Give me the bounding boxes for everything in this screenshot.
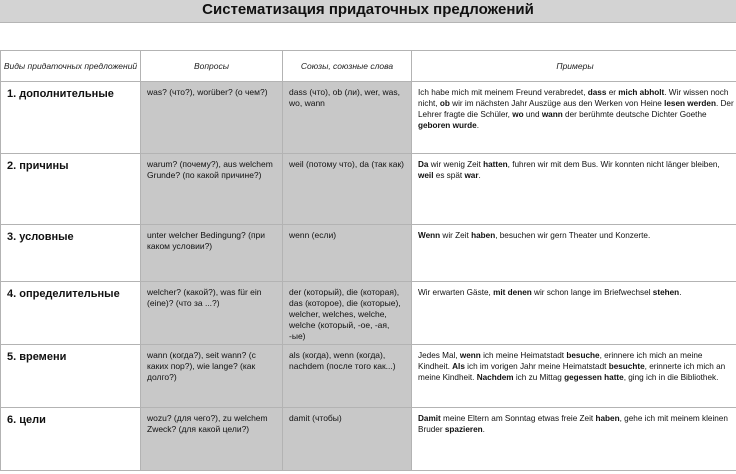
title-bar xyxy=(0,0,736,23)
example-text: , gehe ich mit meinem kleinen Bruder xyxy=(418,414,728,434)
clause-example xyxy=(412,282,736,298)
example-keyword: wenn xyxy=(459,351,481,360)
example-keyword: Da xyxy=(418,160,429,169)
example-keyword: mich abholt xyxy=(618,88,665,97)
example-text: ich zu Mittag xyxy=(513,373,565,382)
example-text: Jedes Mal, xyxy=(418,351,460,360)
example-keyword: gegessen hatte xyxy=(564,373,624,382)
clause-example xyxy=(412,408,736,435)
clause-type: 5. времени xyxy=(7,351,67,363)
example-text: Ich habe mich mit meinem Freund verabredet, xyxy=(418,88,588,97)
table-row xyxy=(1,225,736,282)
example-text: ich im vorigen Jahr meine Heimatstadt xyxy=(464,362,609,371)
example-text: ich meine Heimatstadt xyxy=(480,351,567,360)
example-keyword: geboren wurde xyxy=(418,121,477,130)
example-keyword: besuchte xyxy=(608,362,645,371)
example-keyword: stehen xyxy=(652,288,680,297)
clause-conjunctions: weil (потому что), da (так как) xyxy=(289,159,404,169)
example-text: wir Zeit xyxy=(440,231,472,240)
example-keyword: mit denen xyxy=(493,288,532,297)
example-text: . Wir wissen noch nicht, xyxy=(418,88,729,108)
example-keyword: Als xyxy=(452,362,465,371)
clause-conjunctions: dass (что), ob (ли), wer, was, wo, wann xyxy=(289,87,400,108)
example-keyword: haben xyxy=(471,231,496,240)
clause-questions: was? (что?), worüber? (о чем?) xyxy=(147,87,268,97)
clause-type: 1. дополнительные xyxy=(7,88,114,100)
example-text: . xyxy=(476,121,479,130)
clause-conjunctions: der (который), die (которая), das (которое), die (которые), welcher, welches, welche, welche (который, -ое, -ая, -ые) xyxy=(289,287,401,341)
clause-questions: unter welcher Bedingung? (при каком условии?) xyxy=(147,230,266,251)
example-text: Wir erwarten Gäste, xyxy=(418,288,494,297)
example-keyword: spazieren xyxy=(444,425,483,434)
example-keyword: besuche xyxy=(566,351,600,360)
clause-example xyxy=(412,154,736,181)
table-row xyxy=(1,345,736,408)
clause-questions: wozu? (для чего?), zu welchem Zweck? (для какой цели?) xyxy=(147,413,268,434)
example-keyword: ob xyxy=(439,99,450,108)
table-row xyxy=(1,282,736,345)
example-text: . Der Lehrer fragte die Schüler, xyxy=(418,99,734,119)
clauses-table xyxy=(0,50,736,471)
clause-conjunctions: wenn (если) xyxy=(289,230,337,240)
example-keyword: wann xyxy=(541,110,563,119)
table-row xyxy=(1,82,736,154)
example-text: . xyxy=(478,171,481,180)
example-keyword: war xyxy=(464,171,479,180)
example-keyword: hatten xyxy=(483,160,508,169)
clause-example xyxy=(412,225,736,241)
example-keyword: dass xyxy=(587,88,607,97)
header-conjunctions: Союзы, союзные слова xyxy=(283,51,412,82)
example-keyword: Nachdem xyxy=(476,373,514,382)
example-text: , besuchen wir gern Theater und Konzerte. xyxy=(495,231,651,240)
clause-type: 6. цели xyxy=(7,414,46,426)
example-text: wir schon lange im Briefwechsel xyxy=(531,288,653,297)
clause-questions: wann (когда?), seit wann? (с каких пор?), wie lange? (как долго?) xyxy=(147,350,256,382)
example-text: . xyxy=(482,425,485,434)
clause-type: 2. причины xyxy=(7,160,69,172)
header-type: Виды придаточных предложений xyxy=(1,51,141,82)
clause-questions: warum? (почему?), aus welchem Grunde? (по какой причине?) xyxy=(147,159,273,180)
clause-questions: welcher? (какой?), was für ein (eine)? (что за ...?) xyxy=(147,287,262,308)
example-text: . xyxy=(679,288,682,297)
example-text: der berühmte deutsche Dichter Goethe xyxy=(562,110,707,119)
example-text: es spät xyxy=(433,171,465,180)
clause-conjunctions: damit (чтобы) xyxy=(289,413,342,423)
clause-example xyxy=(412,345,736,383)
example-text: wir im nächsten Jahr Auszüge aus den Werken von Heine xyxy=(449,99,665,108)
page-title: Систематизация придаточных предложений xyxy=(202,1,534,18)
example-keyword: haben xyxy=(595,414,620,423)
clause-example xyxy=(412,82,736,131)
example-text: , fuhren wir mit dem Bus. Wir konnten nicht länger bleiben, xyxy=(507,160,720,169)
example-text: er xyxy=(606,88,619,97)
clause-type: 3. условные xyxy=(7,231,74,243)
example-keyword: weil xyxy=(418,171,434,180)
example-text: , erinnerte ich mich an meine Kindheit. xyxy=(418,362,726,382)
example-keyword: Damit xyxy=(418,414,441,423)
example-text: , erinnere ich mich an meine Kindheit. xyxy=(418,351,703,371)
table-row xyxy=(1,408,736,471)
clause-conjunctions: als (когда), wenn (когда), nachdem (после того как...) xyxy=(289,350,396,371)
header-row xyxy=(1,51,736,82)
table-row xyxy=(1,154,736,225)
example-text: und xyxy=(523,110,542,119)
clause-type: 4. определительные xyxy=(7,288,120,300)
example-keyword: wo xyxy=(512,110,524,119)
example-keyword: lesen werden xyxy=(664,99,716,108)
header-examples: Примеры xyxy=(412,51,736,82)
example-text: meine Eltern am Sonntag etwas freie Zeit xyxy=(440,414,596,423)
example-text: , ging ich in die Bibliothek. xyxy=(623,373,719,382)
example-keyword: Wenn xyxy=(418,231,441,240)
header-questions: Вопросы xyxy=(141,51,283,82)
example-text: wir wenig Zeit xyxy=(428,160,484,169)
